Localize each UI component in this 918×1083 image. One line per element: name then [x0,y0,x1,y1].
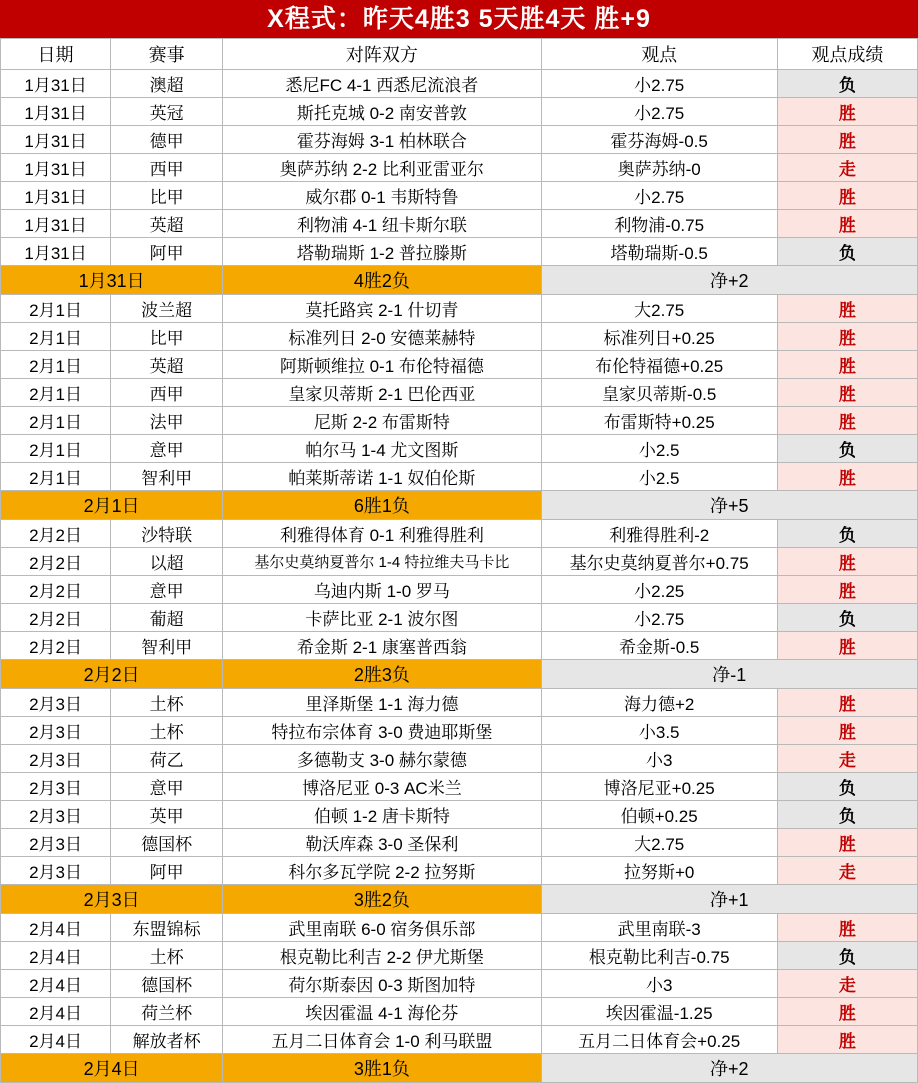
cell-date: 2月4日 [1,998,111,1026]
table-row [1,463,918,491]
status-badge: 走 [777,745,917,773]
cell-match: 尼斯 2-2 布雷斯特 [223,407,541,435]
cell-date: 2月4日 [1,970,111,998]
cell-view: 小2.75 [541,604,777,632]
summary-date: 1月31日 [1,266,223,295]
cell-league: 解放者杯 [111,1026,223,1054]
cell-date: 2月1日 [1,463,111,491]
summary-row [1,1054,918,1083]
cell-view: 小2.5 [541,463,777,491]
summary-record: 3胜1负 [223,1054,541,1083]
cell-view: 大2.75 [541,295,777,323]
cell-match: 利物浦 4-1 纽卡斯尔联 [223,210,541,238]
status-badge: 胜 [777,295,917,323]
cell-date: 2月2日 [1,520,111,548]
summary-record: 2胜3负 [223,660,541,689]
table-row [1,829,918,857]
table-row [1,98,918,126]
cell-league: 阿甲 [111,238,223,266]
summary-net: 净+1 [541,885,917,914]
cell-league: 法甲 [111,407,223,435]
page-title: X程式：昨天4胜3 5天胜4天 胜+9 [0,0,918,38]
cell-league: 土杯 [111,942,223,970]
summary-net: 净-1 [541,660,917,689]
cell-match: 利雅得体育 0-1 利雅得胜利 [223,520,541,548]
cell-date: 1月31日 [1,126,111,154]
cell-match: 埃因霍温 4-1 海伦芬 [223,998,541,1026]
summary-record: 4胜2负 [223,266,541,295]
table-row [1,604,918,632]
status-badge: 胜 [777,407,917,435]
cell-view: 利物浦-0.75 [541,210,777,238]
table-row [1,323,918,351]
status-badge: 负 [777,435,917,463]
summary-row [1,660,918,689]
cell-view: 标准列日+0.25 [541,323,777,351]
cell-match: 莫托路宾 2-1 什切青 [223,295,541,323]
table-row [1,182,918,210]
cell-match: 五月二日体育会 1-0 利马联盟 [223,1026,541,1054]
cell-match: 奥萨苏纳 2-2 比利亚雷亚尔 [223,154,541,182]
cell-league: 智利甲 [111,463,223,491]
cell-match: 帕尔马 1-4 尤文图斯 [223,435,541,463]
cell-match: 基尔史莫纳夏普尔 1-4 特拉维夫马卡比 [223,548,541,576]
cell-date: 1月31日 [1,70,111,98]
column-header-result: 观点成绩 [777,39,917,70]
cell-view: 皇家贝蒂斯-0.5 [541,379,777,407]
status-badge: 负 [777,604,917,632]
cell-date: 2月2日 [1,604,111,632]
cell-date: 2月1日 [1,435,111,463]
cell-match: 博洛尼亚 0-3 AC米兰 [223,773,541,801]
cell-view: 博洛尼亚+0.25 [541,773,777,801]
cell-match: 希金斯 2-1 康塞普西翁 [223,632,541,660]
cell-date: 2月1日 [1,295,111,323]
status-badge: 胜 [777,1026,917,1054]
summary-net: 净+2 [541,266,917,295]
summary-record: 6胜1负 [223,491,541,520]
summary-date: 2月2日 [1,660,223,689]
cell-league: 比甲 [111,323,223,351]
table-row [1,295,918,323]
cell-league: 荷兰杯 [111,998,223,1026]
status-badge: 胜 [777,632,917,660]
summary-date: 2月3日 [1,885,223,914]
cell-view: 拉努斯+0 [541,857,777,885]
status-badge: 走 [777,970,917,998]
cell-date: 1月31日 [1,154,111,182]
cell-league: 西甲 [111,154,223,182]
cell-date: 1月31日 [1,238,111,266]
cell-date: 2月3日 [1,801,111,829]
cell-match: 武里南联 6-0 宿务俱乐部 [223,914,541,942]
status-badge: 走 [777,857,917,885]
status-badge: 负 [777,70,917,98]
status-badge: 胜 [777,323,917,351]
cell-league: 土杯 [111,689,223,717]
cell-view: 伯顿+0.25 [541,801,777,829]
cell-view: 五月二日体育会+0.25 [541,1026,777,1054]
cell-view: 希金斯-0.5 [541,632,777,660]
table-row [1,351,918,379]
cell-date: 2月3日 [1,745,111,773]
table-row [1,126,918,154]
status-badge: 走 [777,154,917,182]
status-badge: 负 [777,520,917,548]
cell-match: 塔勒瑞斯 1-2 普拉滕斯 [223,238,541,266]
table-row [1,379,918,407]
summary-row [1,885,918,914]
column-header-view: 观点 [541,39,777,70]
table-row [1,435,918,463]
cell-match: 帕莱斯蒂诺 1-1 奴伯伦斯 [223,463,541,491]
cell-date: 2月2日 [1,632,111,660]
column-header-date: 日期 [1,39,111,70]
cell-league: 沙特联 [111,520,223,548]
cell-league: 意甲 [111,435,223,463]
table-row [1,632,918,660]
status-badge: 负 [777,773,917,801]
table-row [1,520,918,548]
cell-match: 标准列日 2-0 安德莱赫特 [223,323,541,351]
table-row [1,942,918,970]
cell-league: 英甲 [111,801,223,829]
cell-match: 斯托克城 0-2 南安普敦 [223,98,541,126]
cell-league: 阿甲 [111,857,223,885]
cell-league: 德国杯 [111,829,223,857]
cell-date: 2月4日 [1,942,111,970]
cell-view: 大2.75 [541,829,777,857]
table-header [1,39,918,70]
summary-date: 2月4日 [1,1054,223,1083]
status-badge: 胜 [777,689,917,717]
results-table [0,38,918,1083]
table-row [1,210,918,238]
summary-row [1,491,918,520]
header-row [1,39,918,70]
cell-date: 2月3日 [1,857,111,885]
cell-view: 利雅得胜利-2 [541,520,777,548]
cell-league: 波兰超 [111,295,223,323]
cell-match: 科尔多瓦学院 2-2 拉努斯 [223,857,541,885]
summary-net: 净+2 [541,1054,917,1083]
status-badge: 胜 [777,914,917,942]
cell-view: 小2.75 [541,182,777,210]
cell-date: 2月1日 [1,407,111,435]
status-badge: 胜 [777,548,917,576]
cell-view: 小2.5 [541,435,777,463]
cell-match: 卡萨比亚 2-1 波尔图 [223,604,541,632]
cell-league: 英超 [111,210,223,238]
cell-view: 根克勒比利吉-0.75 [541,942,777,970]
cell-date: 2月3日 [1,829,111,857]
cell-match: 特拉布宗体育 3-0 费迪耶斯堡 [223,717,541,745]
table-row [1,970,918,998]
cell-date: 1月31日 [1,210,111,238]
cell-view: 武里南联-3 [541,914,777,942]
summary-record: 3胜2负 [223,885,541,914]
cell-view: 埃因霍温-1.25 [541,998,777,1026]
table-row [1,914,918,942]
cell-league: 葡超 [111,604,223,632]
cell-view: 小2.25 [541,576,777,604]
cell-date: 2月1日 [1,379,111,407]
summary-net: 净+5 [541,491,917,520]
table-body [1,70,918,1083]
cell-league: 比甲 [111,182,223,210]
cell-view: 小2.75 [541,98,777,126]
cell-league: 以超 [111,548,223,576]
cell-match: 威尔郡 0-1 韦斯特鲁 [223,182,541,210]
cell-view: 奥萨苏纳-0 [541,154,777,182]
cell-date: 2月3日 [1,773,111,801]
cell-match: 伯顿 1-2 唐卡斯特 [223,801,541,829]
cell-league: 意甲 [111,576,223,604]
table-row [1,70,918,98]
cell-league: 英冠 [111,98,223,126]
status-badge: 胜 [777,210,917,238]
cell-league: 德甲 [111,126,223,154]
cell-view: 小2.75 [541,70,777,98]
table-row [1,238,918,266]
status-badge: 胜 [777,182,917,210]
status-badge: 胜 [777,829,917,857]
cell-view: 小3 [541,970,777,998]
cell-match: 里泽斯堡 1-1 海力德 [223,689,541,717]
cell-match: 悉尼FC 4-1 西悉尼流浪者 [223,70,541,98]
cell-date: 2月2日 [1,576,111,604]
cell-match: 霍芬海姆 3-1 柏林联合 [223,126,541,154]
cell-view: 基尔史莫纳夏普尔+0.75 [541,548,777,576]
table-row [1,717,918,745]
cell-date: 2月1日 [1,323,111,351]
cell-view: 塔勒瑞斯-0.5 [541,238,777,266]
cell-date: 1月31日 [1,182,111,210]
table-row [1,773,918,801]
status-badge: 胜 [777,379,917,407]
table-row [1,745,918,773]
cell-match: 荷尔斯泰因 0-3 斯图加特 [223,970,541,998]
cell-match: 勒沃库森 3-0 圣保利 [223,829,541,857]
table-row [1,801,918,829]
table-row [1,548,918,576]
cell-date: 1月31日 [1,98,111,126]
cell-date: 2月4日 [1,1026,111,1054]
cell-match: 乌迪内斯 1-0 罗马 [223,576,541,604]
cell-date: 2月4日 [1,914,111,942]
cell-view: 布伦特福德+0.25 [541,351,777,379]
status-badge: 负 [777,238,917,266]
table-row [1,1026,918,1054]
cell-league: 荷乙 [111,745,223,773]
cell-view: 霍芬海姆-0.5 [541,126,777,154]
table-row [1,407,918,435]
status-badge: 胜 [777,576,917,604]
status-badge: 负 [777,801,917,829]
cell-date: 2月1日 [1,351,111,379]
cell-date: 2月2日 [1,548,111,576]
table-row [1,576,918,604]
cell-league: 澳超 [111,70,223,98]
status-badge: 胜 [777,717,917,745]
cell-league: 西甲 [111,379,223,407]
table-row [1,857,918,885]
cell-league: 东盟锦标 [111,914,223,942]
cell-match: 多德勒支 3-0 赫尔蒙德 [223,745,541,773]
column-header-match: 对阵双方 [223,39,541,70]
cell-league: 土杯 [111,717,223,745]
table-row [1,689,918,717]
summary-row [1,266,918,295]
status-badge: 负 [777,942,917,970]
cell-view: 小3.5 [541,717,777,745]
cell-view: 布雷斯特+0.25 [541,407,777,435]
cell-league: 智利甲 [111,632,223,660]
column-header-league: 赛事 [111,39,223,70]
table-row [1,154,918,182]
cell-match: 阿斯顿维拉 0-1 布伦特福德 [223,351,541,379]
cell-match: 皇家贝蒂斯 2-1 巴伦西亚 [223,379,541,407]
cell-match: 根克勒比利吉 2-2 伊尤斯堡 [223,942,541,970]
status-badge: 胜 [777,463,917,491]
cell-league: 德国杯 [111,970,223,998]
cell-league: 英超 [111,351,223,379]
cell-view: 小3 [541,745,777,773]
status-badge: 胜 [777,98,917,126]
status-badge: 胜 [777,998,917,1026]
cell-league: 意甲 [111,773,223,801]
cell-view: 海力德+2 [541,689,777,717]
status-badge: 胜 [777,126,917,154]
status-badge: 胜 [777,351,917,379]
table-row [1,998,918,1026]
cell-date: 2月3日 [1,717,111,745]
summary-date: 2月1日 [1,491,223,520]
cell-date: 2月3日 [1,689,111,717]
